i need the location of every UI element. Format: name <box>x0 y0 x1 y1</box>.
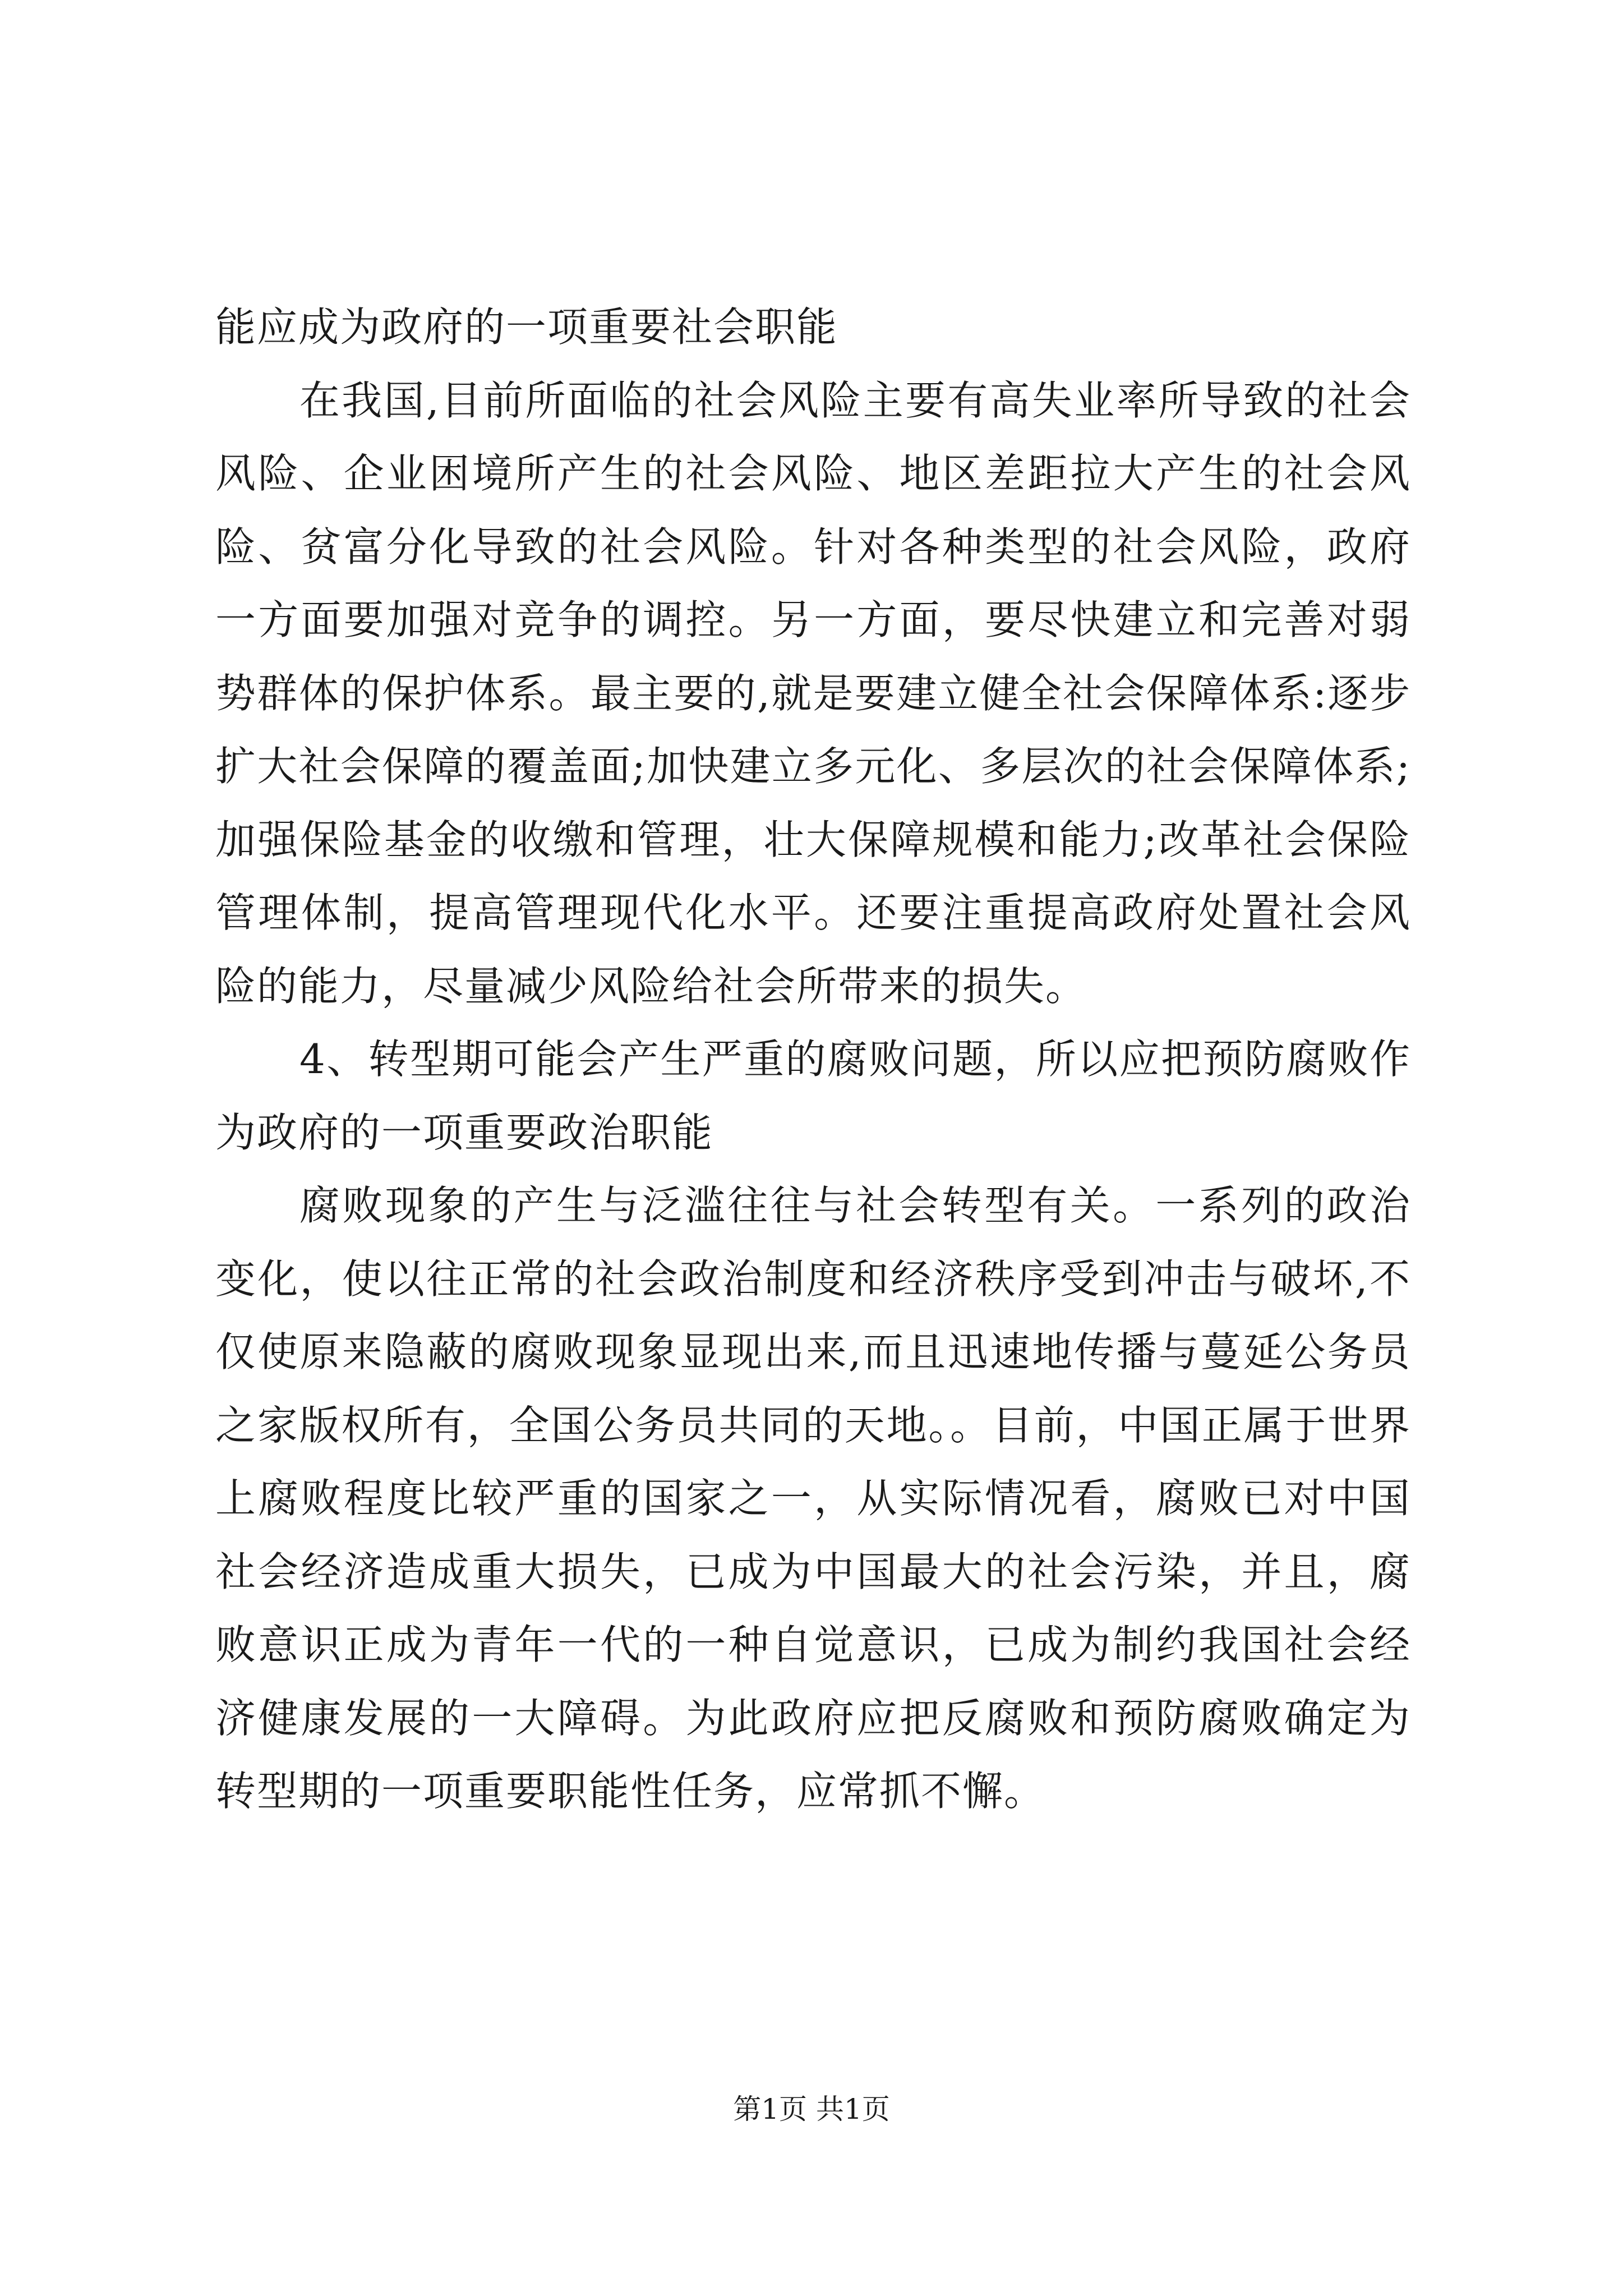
section-heading-corruption: 4、转型期可能会产生严重的腐败问题，所以应把预防腐败作为政府的一项重要政治职能 <box>215 1036 1411 1156</box>
paragraph-continuation: 能应成为政府的一项重要社会职能 <box>215 303 838 351</box>
document-body <box>215 291 1411 1828</box>
paragraph-corruption: 腐败现象的产生与泛滥往往与社会转型有关。一系列的政治变化，使以往正常的社会政治制度和经济秩序受到冲击与破坏,不仅使原来隐蔽的腐败现象显现出来,而且迅速地传播与蔓延公务员之家版权所有，全国公务员共同的天地。。目前，中国正属于世界上腐败程度比较严重的国家之一，从实际情况看，腐败已对中国社会经济造成重大损失，已成为中国最大的社会污染，并且，腐败意识正成为青年一代的一种自觉意识，已成为制约我国社会经济健康发展的一大障碍。为此政府应把反腐败和预防腐败确定为转型期的一项重要职能性任务，应常抓不懈。 <box>215 1182 1411 1815</box>
paragraph-social-risk: 在我国,目前所面临的社会风险主要有高失业率所导致的社会风险、企业困境所产生的社会风险、地区差距拉大产生的社会风险、贫富分化导致的社会风险。针对各种类型的社会风险，政府一方面要加强对竞争的调控。另一方面，要尽快建立和完善对弱势群体的保护体系。最主要的,就是要建立健全社会保障体系:逐步扩大社会保障的覆盖面;加快建立多元化、多层次的社会保障体系;加强保险基金的收缴和管理，壮大保障规模和能力;改革社会保险管理体制，提高管理现代化水平。还要注重提高政府处置社会风险的能力，尽量减少风险给社会所带来的损失。 <box>215 376 1411 1010</box>
page-footer: 第1页 共1页 <box>733 2093 890 2125</box>
